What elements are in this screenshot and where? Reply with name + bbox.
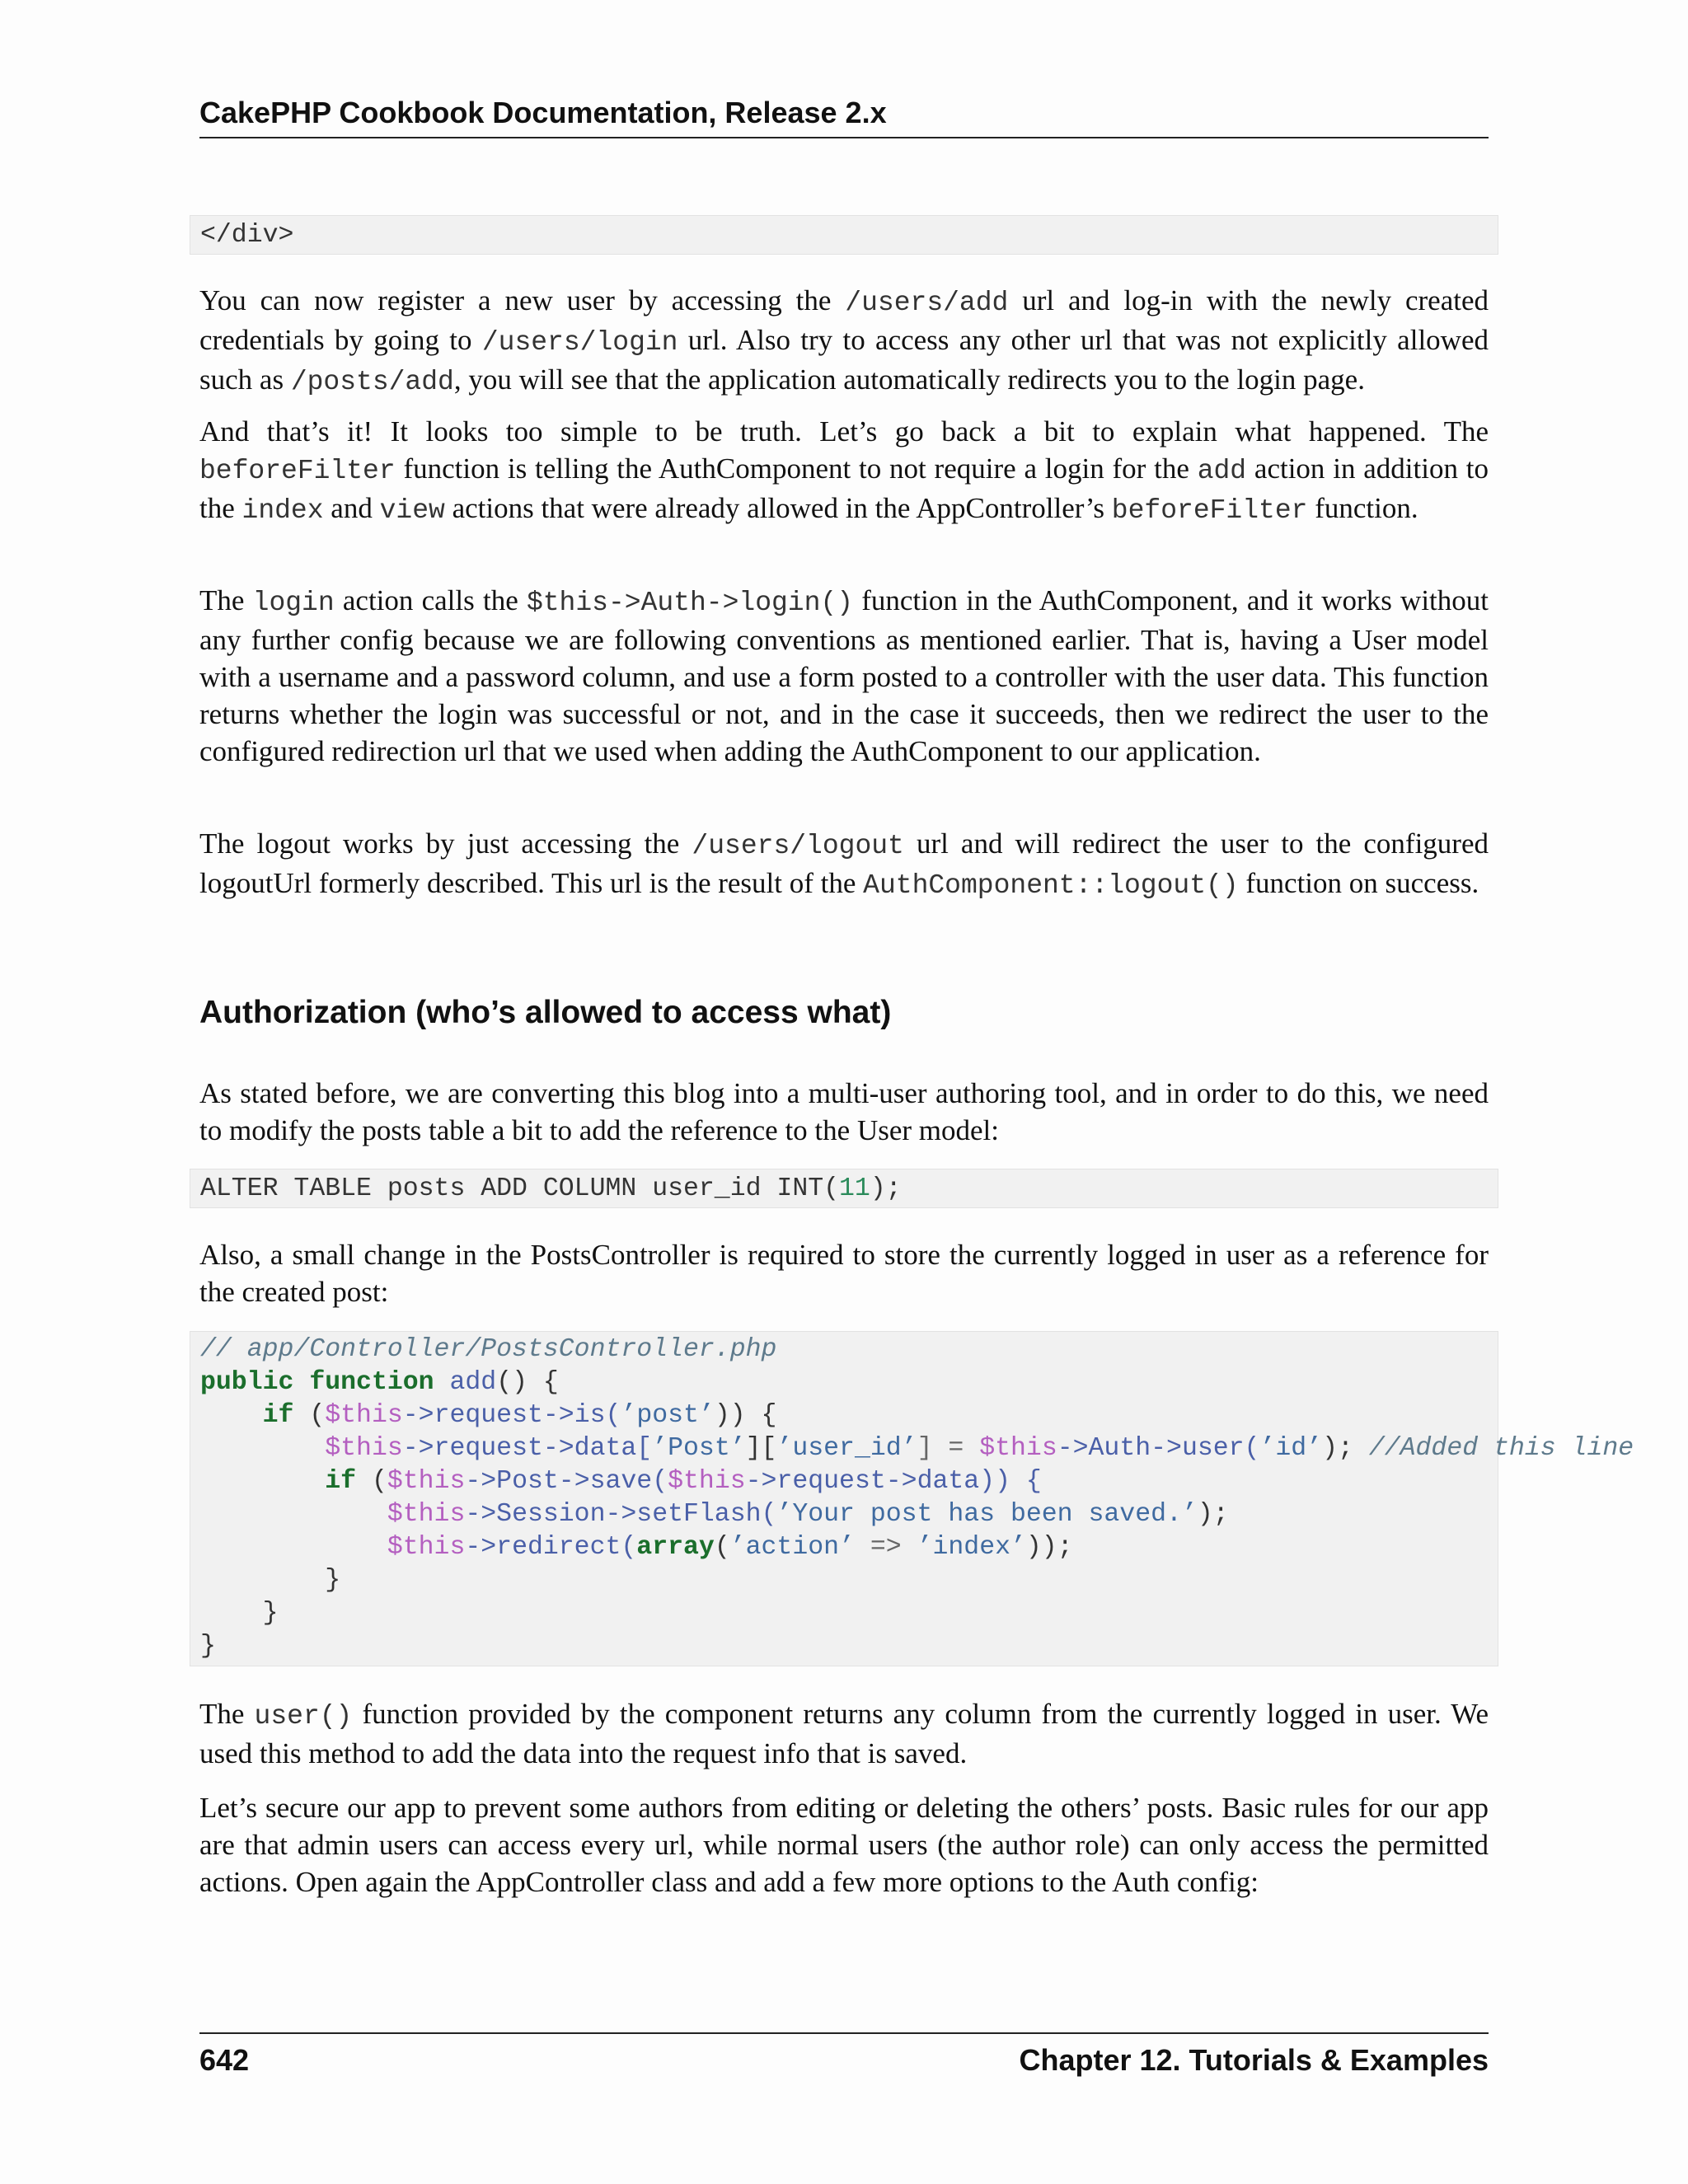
section-heading: Authorization (who’s allowed to access what) xyxy=(199,995,892,1030)
inline-code: index xyxy=(241,495,324,526)
code-line: $this->Session->setFlash(’Your post has been saved.’); xyxy=(387,1500,1229,1529)
page-footer xyxy=(199,2032,1489,2080)
inline-code: beforeFilter xyxy=(199,456,396,486)
inline-code: /users/add xyxy=(845,288,1009,318)
code-line: if ($this->Post->save($this->request->data)) { xyxy=(325,1467,1042,1496)
paragraph-explanation: And that’s it! It looks too simple to be truth. Let’s go back a bit to explain what happened. The beforeFilter function is telling the AuthComponent to not require a login for the add action in addition to the index and view actions that were already allowed in the AppController’s beforeFilter function. xyxy=(199,415,1489,526)
inline-code: login xyxy=(252,588,335,618)
paragraph-register-user: You can now register a new user by accessing the /users/add url and log-in with the newly created credentials by going to /users/login url. Also try to access any other url that was not explicitly allowed such as /posts/add, you will see that the application automatically redirects you to the login page. xyxy=(199,284,1489,397)
page-number: 642 xyxy=(199,2043,250,2077)
inline-code: /users/logout xyxy=(692,831,904,861)
inline-code: AuthComponent::logout() xyxy=(863,870,1239,901)
code-line: $this->request->data[’Post’][’user_id’] = $this->Auth->user(’id’); //Added this line xyxy=(325,1434,1634,1463)
paragraph-authorization-intro: As stated before, we are converting this blog into a multi-user authoring tool, and in order to do this, we need to modify the posts table a bit to add the reference to the User model: xyxy=(199,1077,1489,1146)
running-header: CakePHP Cookbook Documentation, Release 2.x xyxy=(199,92,1489,138)
paragraph-logout: The logout works by just accessing the /users/logout url and will redirect the user to the configured logoutUrl formerly described. This url is the result of the AuthComponent::logout() function on success. xyxy=(199,827,1489,901)
chapter-title: Chapter 12. Tutorials & Examples xyxy=(1019,2043,1489,2077)
code-line: public function add() { xyxy=(200,1368,559,1397)
code-block-php xyxy=(190,1331,1634,1666)
inline-code: user() xyxy=(254,1701,353,1732)
code-line: if ($this->request->is(’post’)) { xyxy=(262,1401,777,1430)
inline-code: view xyxy=(379,495,445,526)
code-line: } xyxy=(200,1632,216,1661)
inline-code: /posts/add xyxy=(290,367,454,397)
code-line: // app/Controller/PostsController.php xyxy=(200,1335,777,1364)
paragraph-postscontroller-change: Also, a small change in the PostsController is required to store the currently logged in user as a reference for the created post: xyxy=(199,1239,1489,1308)
paragraph-login-action: The login action calls the $this->Auth->login() function in the AuthComponent, and it works without any further config because we are following conventions as mentioned earlier. That is, having a User model with a username and a password column, and use a form posted to a controller with the user data. This function returns whether the login was successful or not, and in the case it succeeds, then we redirect the user to the configured redirection url that we used when adding the AuthComponent to our application. xyxy=(199,584,1489,767)
paragraph-user-function: The user() function provided by the component returns any column from the currently logged in user. We used this method to add the data into the request info that is saved. xyxy=(199,1698,1489,1769)
inline-code: /users/login xyxy=(481,327,678,358)
code-line: } xyxy=(325,1566,341,1595)
inline-code: beforeFilter xyxy=(1111,495,1308,526)
paragraph-secure-app: Let’s secure our app to prevent some authors from editing or deleting the others’ posts. Basic rules for our app are that admin users can access every url, while normal users (the author role) can only access the permitted actions. Open again the AppController class and add a few more options to the Auth config: xyxy=(199,1792,1489,1898)
code-block-closing-div: </div> xyxy=(190,215,1498,255)
inline-code: $this->Auth->login() xyxy=(526,588,854,618)
code-line: } xyxy=(262,1599,279,1628)
code-line: $this->redirect(array(’action’ => ’index’)); xyxy=(387,1533,1073,1562)
code-block-sql: ALTER TABLE posts ADD COLUMN user_id INT(11); xyxy=(190,1169,1498,1208)
inline-code: add xyxy=(1197,456,1247,486)
